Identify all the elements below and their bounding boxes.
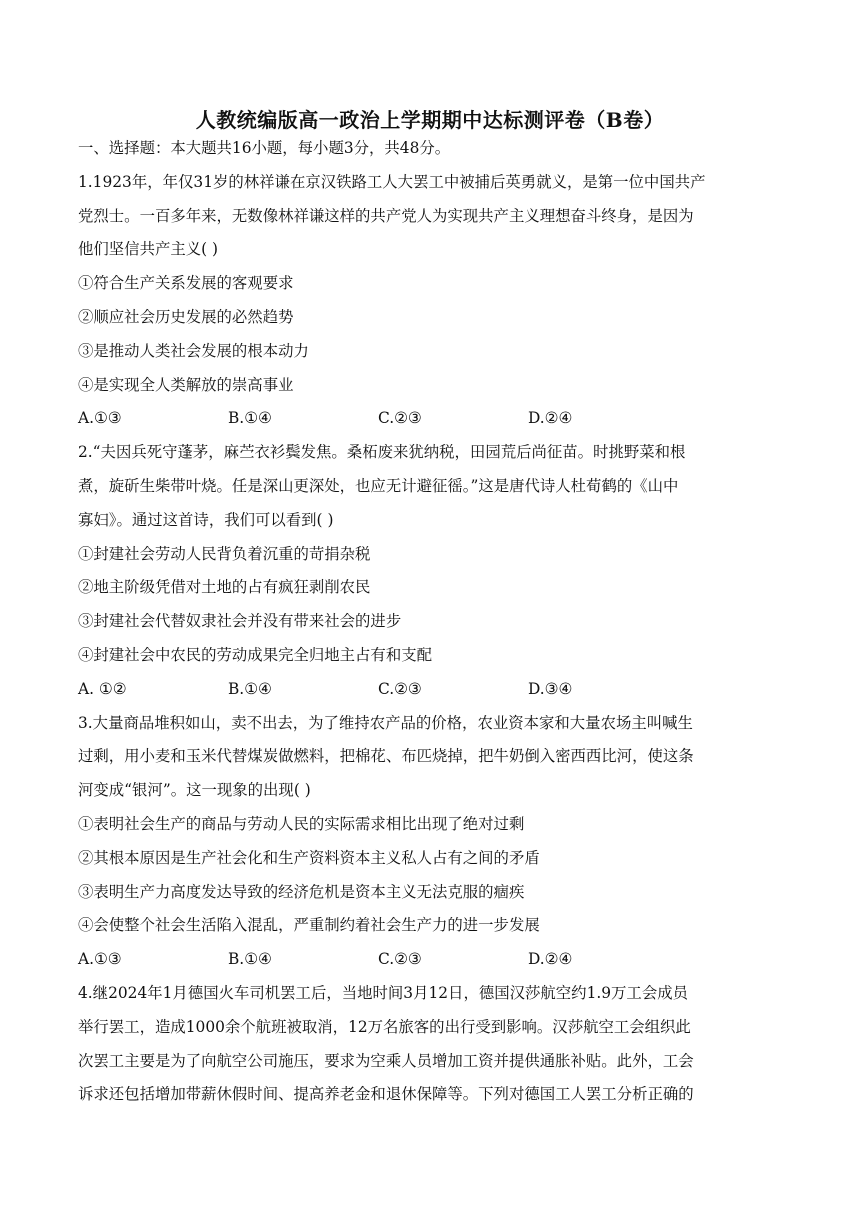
question-stem-line: 党烈士。一百多年来，无数像林祥谦这样的共产党人为实现共产主义理想奋斗终身，是因为 — [78, 206, 694, 225]
statement-item: ②其根本原因是生产社会化和生产资料资本主义私人占有之间的矛盾 — [78, 848, 540, 867]
question-stem-line: 煮，旋斫生柴带叶烧。任是深山更深处，也应无计避征徭。”这是唐代诗人杜荀鹤的《山中 — [78, 476, 679, 495]
question-stem-line: 次罢工主要是为了向航空公司施压，要求为空乘人员增加工资并提供通胀补贴。此外，工会 — [78, 1051, 694, 1070]
option-a: A. ①② — [78, 679, 127, 698]
question-1 — [78, 166, 783, 436]
statement-item: ④是实现全人类解放的崇高事业 — [78, 375, 294, 394]
option-a: A.①③ — [78, 409, 122, 428]
question-stem-line: 河变成“银河”。这一现象的出现( ) — [78, 781, 311, 800]
statement-item: ④会使整个社会生活陷入混乱，严重制约着社会生产力的进一步发展 — [78, 916, 540, 935]
option-c: C.②③ — [378, 409, 422, 428]
statement-item: ③封建社会代替奴隶社会并没有带来社会的进步 — [78, 612, 402, 631]
answer-options — [78, 402, 783, 436]
question-4 — [78, 977, 783, 1112]
statement-item: ④封建社会中农民的劳动成果完全归地主占有和支配 — [78, 645, 432, 664]
question-stem-line: 4.继2024年1月德国火车司机罢工后，当地时间3月12日，德国汉莎航空约1.9万工会成员 — [78, 983, 688, 1002]
option-b: B.①④ — [228, 950, 272, 969]
statement-item: ①表明社会生产的商品与劳动人民的实际需求相比出现了绝对过剩 — [78, 814, 525, 833]
answer-options — [78, 673, 783, 707]
answer-options — [78, 943, 783, 977]
question-stem-line: 过剩，用小麦和玉米代替煤炭做燃料，把棉花、布匹烧掉，把牛奶倒入密西西比河，使这条 — [78, 747, 694, 766]
question-stem-line: 举行罢工，造成1000余个航班被取消，12万名旅客的出行受到影响。汉莎航空工会组织此 — [78, 1017, 691, 1036]
document-body — [78, 132, 783, 1112]
document-title: 人教统编版高一政治上学期期中达标测评卷（B卷） — [195, 108, 665, 132]
question-stem-line: 2.“夫因兵死守蓬茅，麻苎衣衫鬓发焦。桑柘废来犹纳税，田园荒后尚征苗。时挑野菜和根 — [78, 443, 686, 462]
option-b: B.①④ — [228, 409, 272, 428]
option-c: C.②③ — [378, 679, 422, 698]
question-2 — [78, 436, 783, 706]
statement-item: ②地主阶级凭借对土地的占有疯狂剥削农民 — [78, 578, 371, 597]
option-d: D.②④ — [528, 950, 573, 969]
question-stem-line: 1.1923年，年仅31岁的林祥谦在京汉铁路工人大罢工中被捕后英勇就义，是第一位中国共产 — [78, 172, 706, 191]
statement-item: ②顺应社会历史发展的必然趋势 — [78, 307, 294, 326]
option-b: B.①④ — [228, 679, 272, 698]
question-stem-line: 诉求还包括增加带薪休假时间、提高养老金和退休保障等。下列对德国工人罢工分析正确的 — [78, 1085, 694, 1104]
statement-item: ①符合生产关系发展的客观要求 — [78, 274, 294, 293]
question-3 — [78, 707, 783, 977]
statement-item: ③表明生产力高度发达导致的经济危机是资本主义无法克服的痼疾 — [78, 882, 525, 901]
question-stem-line: 3.大量商品堆积如山，卖不出去，为了维持农产品的价格，农业资本家和大量农场主叫喊生 — [78, 713, 693, 732]
statement-item: ③是推动人类社会发展的根本动力 — [78, 341, 309, 360]
option-d: D.③④ — [528, 679, 573, 698]
section-heading: 一、选择题：本大题共16小题，每小题3分，共48分。 — [78, 139, 451, 157]
statement-item: ①封建社会劳动人民背负着沉重的苛捐杂税 — [78, 544, 371, 563]
question-stem-line: 他们坚信共产主义( ) — [78, 240, 219, 259]
option-c: C.②③ — [378, 950, 422, 969]
option-d: D.②④ — [528, 409, 573, 428]
option-a: A.①③ — [78, 950, 122, 969]
question-stem-line: 寡妇》。通过这首诗，我们可以看到( ) — [78, 510, 334, 529]
